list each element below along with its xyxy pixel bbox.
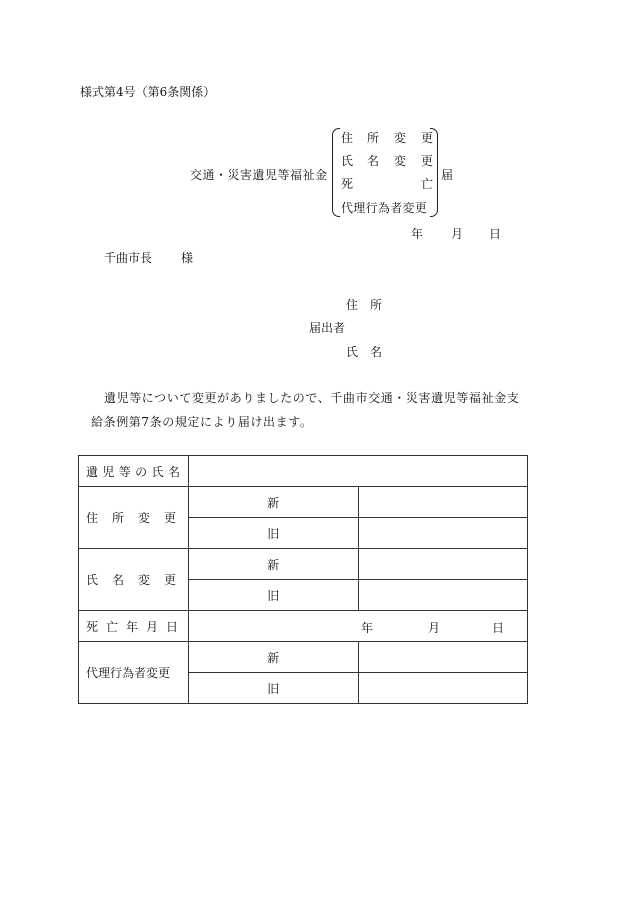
name-change-label: 氏 名 変 更 — [79, 549, 189, 611]
title-prefix: 交通・災害遺児等福祉金 — [190, 168, 328, 182]
table-row — [79, 549, 528, 580]
address-new-label: 新 — [189, 487, 359, 518]
table-row — [79, 487, 528, 518]
death-date-label: 死 亡 年 月 日 — [79, 611, 189, 642]
agent-old-label: 旧 — [189, 673, 359, 704]
title-option-death: 死 亡 — [341, 177, 434, 191]
applicant-label: 届出者 — [309, 321, 346, 335]
date-year-label: 年 — [411, 227, 424, 241]
date-day-label: 日 — [489, 227, 502, 241]
death-date-year-label: 年 — [361, 621, 374, 635]
change-details-table — [78, 455, 528, 704]
form-number: 様式第4号（第6条関係） — [80, 85, 216, 99]
death-date-month-label: 月 — [428, 621, 441, 635]
agent-old-field[interactable] — [358, 673, 528, 704]
body-text-line-1: 遺児等について変更がありましたので、千曲市交通・災害遺児等福祉金支 — [104, 391, 520, 405]
addressee-honorific: 様 — [181, 251, 194, 265]
address-change-label: 住 所 変 更 — [79, 487, 189, 549]
child-name-field[interactable] — [189, 456, 528, 487]
table-row — [79, 456, 528, 487]
name-new-label: 新 — [189, 549, 359, 580]
addressee-name: 千曲市長 — [104, 251, 153, 265]
death-date-day-label: 日 — [492, 621, 505, 635]
body-text-line-2: 給条例第7条の規定により届け出ます。 — [91, 415, 313, 429]
brace-left — [332, 128, 340, 217]
agent-new-label: 新 — [189, 642, 359, 673]
title-option-name-change: 氏 名 変 更 — [341, 154, 434, 168]
agent-new-field[interactable] — [358, 642, 528, 673]
name-new-field[interactable] — [358, 549, 528, 580]
date-month-label: 月 — [451, 227, 464, 241]
address-old-field[interactable] — [358, 518, 528, 549]
applicant-name-label: 氏 名 — [346, 345, 383, 359]
name-old-field[interactable] — [358, 580, 528, 611]
agent-change-label: 代理行為者変更 — [79, 642, 189, 704]
title-option-address-change: 住 所 変 更 — [341, 131, 434, 145]
applicant-address-label: 住 所 — [346, 298, 383, 312]
table-row — [79, 642, 528, 673]
child-name-label: 遺 児 等 の 氏 名 — [79, 456, 189, 487]
address-old-label: 旧 — [189, 518, 359, 549]
name-old-label: 旧 — [189, 580, 359, 611]
death-date-field[interactable] — [189, 611, 528, 642]
title-suffix: 届 — [441, 168, 454, 182]
table-row — [79, 611, 528, 642]
address-new-field[interactable] — [358, 487, 528, 518]
title-option-agent-change: 代理行為者変更 — [341, 201, 428, 215]
